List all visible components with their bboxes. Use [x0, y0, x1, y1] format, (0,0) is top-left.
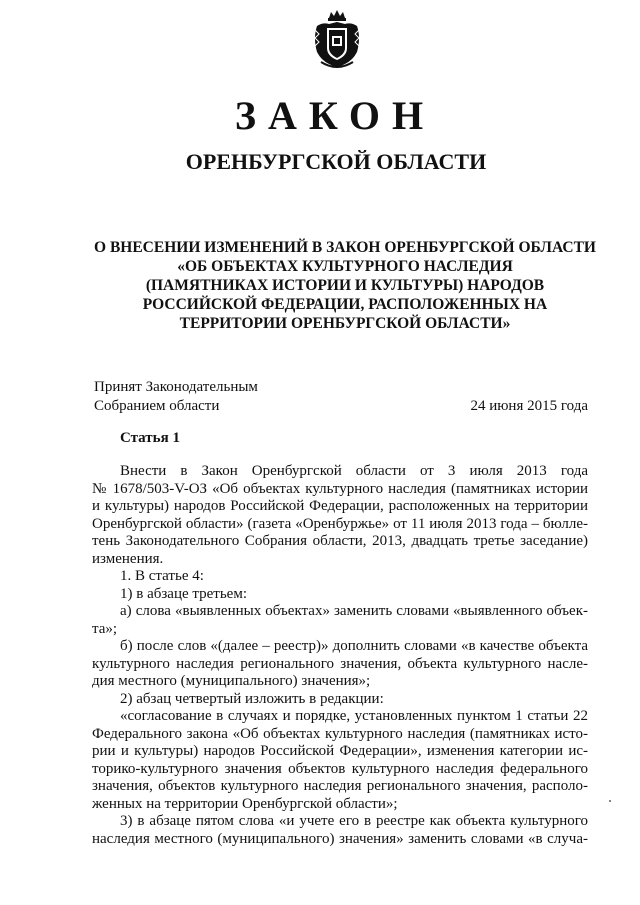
body-line: Федерального закона «Об объектах культурного наследия (памятниках исто- [92, 725, 588, 742]
coat-of-arms-icon [311, 8, 363, 70]
body-line: «согласование в случаях и порядке, установленных пунктом 1 статьи 22 [120, 708, 588, 724]
body-line: та»; [92, 620, 118, 637]
body-line: дия местного (муниципального) значения»; [92, 673, 371, 689]
body-line: наследия местного (муниципального) значения» заменить словами «в случа- [92, 830, 588, 847]
body-line: женных на территории Оренбургской области»; [92, 795, 398, 812]
body-line: 1) в абзаце третьем: [120, 585, 247, 602]
region-heading: ОРЕНБУРГСКОЙ ОБЛАСТИ [185, 149, 487, 174]
law-title-line: РОССИЙСКОЙ ФЕДЕРАЦИИ, РАСПОЛОЖЕННЫХ НА [142, 296, 548, 313]
body-line: значения, объектов культурного наследия регионального значения, располо- [92, 778, 588, 794]
body-line: № 1678/503-V-ОЗ «Об объектах культурного наследия (памятниках истории [92, 480, 588, 497]
body-line: и культуры) народов Российской Федерации, расположенных на территории [92, 498, 588, 514]
article-heading: Статья 1 [120, 430, 180, 446]
body-line: торико-культурного значения объектов культурного наследия федерального [92, 760, 588, 777]
law-heading: ЗАКОН [234, 93, 436, 138]
law-title-line: (ПАМЯТНИКАХ ИСТОРИИ И КУЛЬТУРЫ) НАРОДОВ [145, 277, 545, 294]
law-title-line: «ОБ ОБЪЕКТАХ КУЛЬТУРНОГО НАСЛЕДИЯ [177, 258, 513, 275]
body-line: 2) абзац четвертый изложить в редакции: [120, 690, 384, 707]
article-body [92, 463, 588, 848]
body-line: тень Законодательного Собрания области, 2013, двадцать третье заседание) [92, 533, 588, 549]
adoption-note [94, 378, 258, 416]
body-line: Внести в Закон Оренбургской области от 3 июля 2013 года [120, 463, 588, 479]
body-line: 1. В статье 4: [120, 568, 204, 584]
body-line: изменения. [92, 550, 164, 567]
adoption-line: Собранием области [94, 398, 220, 414]
body-line: 3) в абзаце пятом слова «и учете его в реестре как объекта культурного [120, 813, 588, 829]
law-title [90, 238, 600, 333]
body-line: б) после слов «(далее – реестр)» дополнить словами «в качестве объекта [120, 638, 588, 654]
body-line: а) слова «выявленных объектах» заменить словами «выявленного объек- [120, 603, 588, 619]
body-line: культурного наследия регионального значения, объекта культурного насле- [92, 655, 588, 672]
adoption-date: 24 июня 2015 года [470, 398, 588, 414]
body-line: рии и культуры) народов Российской Федерации», изменения категории ис- [92, 743, 588, 759]
adoption-line: Принят Законодательным [94, 379, 258, 395]
scan-speck [609, 800, 611, 802]
law-title-line: ТЕРРИТОРИИ ОРЕНБУРГСКОЙ ОБЛАСТИ» [179, 315, 511, 332]
law-title-line: О ВНЕСЕНИИ ИЗМЕНЕНИЙ В ЗАКОН ОРЕНБУРГСКОЙ ОБЛАСТИ [94, 239, 596, 256]
body-line: Оренбургской области» (газета «Оренбуржье» от 11 июля 2013 года – бюлле- [92, 515, 588, 532]
